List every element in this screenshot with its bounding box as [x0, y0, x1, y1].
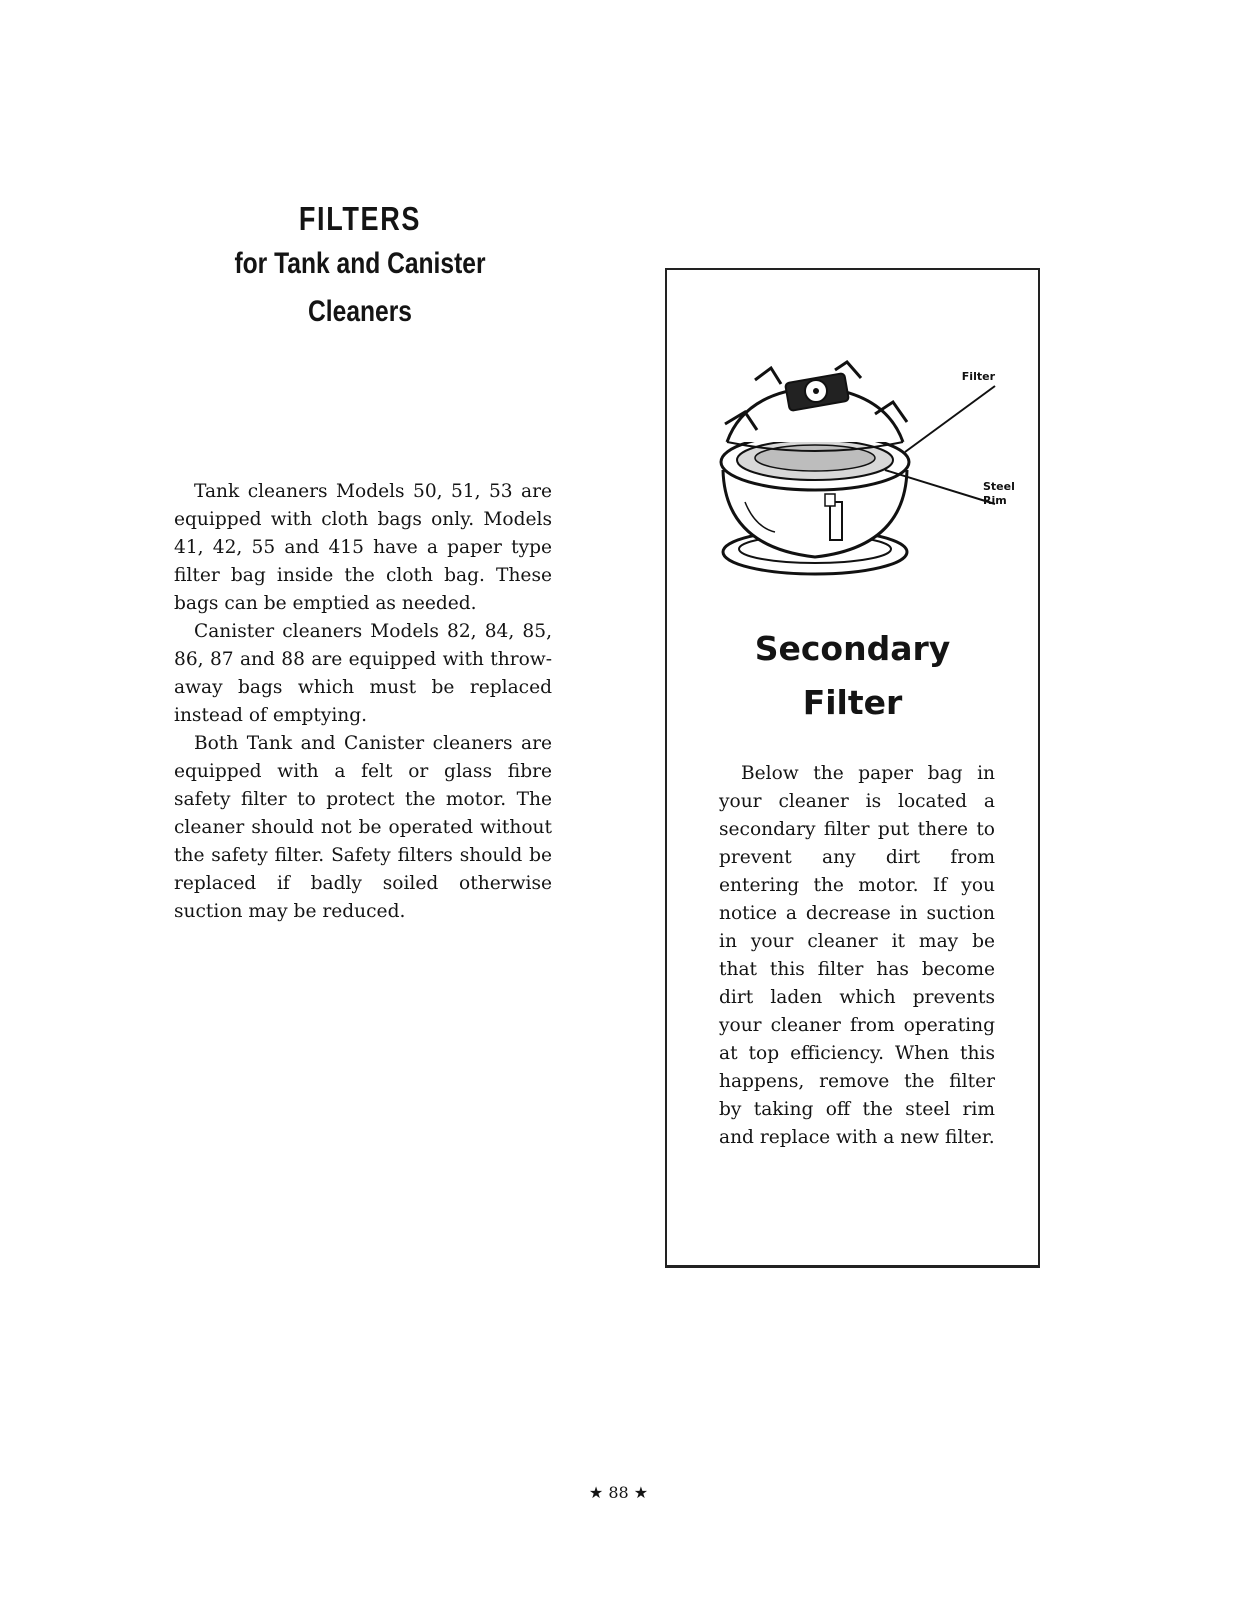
- paragraph-tank-cleaners: Tank cleaners Models 50, 51, 53 are equipped with cloth bags only. Models 41, 42, 55 and 415 have a paper type filter bag inside the cloth bag. These bags can be emptied as needed.: [174, 481, 552, 614]
- paragraph-safety-filter: Both Tank and Canister cleaners are equipped with a felt or glass fibre safety filter to protect the motor. The cleaner should not be operated without the safety filter. Safety filters should be replaced if badly soiled otherwise suction may be reduced.: [174, 733, 552, 922]
- canister-cleaner-illustration: [715, 352, 1015, 592]
- page-subtitle-line1: for Tank and Canister: [234, 247, 486, 280]
- steel-label: Steel: [983, 480, 1015, 493]
- secondary-filter-box: [665, 268, 1040, 1268]
- paragraph-secondary-filter: Below the paper bag in your cleaner is located a secondary filter put there to prevent any dirt from entering the motor. If you notice a decrease in suction in your cleaner it may be that this filter has become dirt laden which prevents your cleaner from operating at top efficiency. When this happens, remove the filter by taking off the steel rim and replace with a new filter.: [719, 763, 995, 1148]
- page-subtitle-line2: Cleaners: [308, 295, 412, 328]
- filter-label: Filter: [961, 370, 995, 383]
- rim-label: Rim: [983, 494, 1007, 507]
- left-column-text: [174, 478, 552, 926]
- box-text: [719, 760, 995, 1152]
- page-heading: [229, 198, 491, 336]
- box-title-line2: Filter: [802, 683, 903, 722]
- page-title: FILTERS: [298, 200, 422, 237]
- box-title-line1: Secondary: [754, 629, 951, 668]
- page-number: ★ 88 ★: [588, 1483, 649, 1502]
- paragraph-canister-cleaners: Canister cleaners Models 82, 84, 85, 86, 87 and 88 are equipped with throw-away bags which must be replaced instead of emptying.: [174, 621, 552, 726]
- box-title: [667, 622, 1038, 730]
